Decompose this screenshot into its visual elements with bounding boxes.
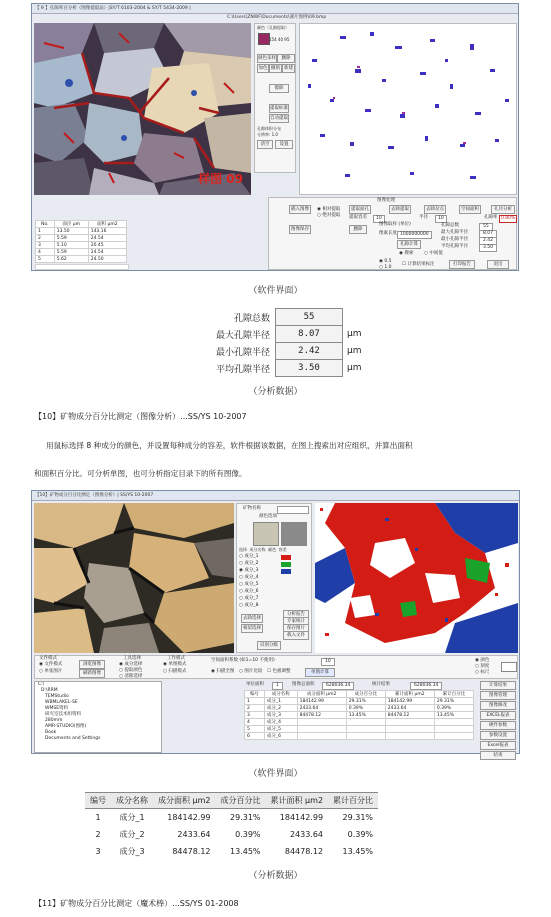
table-row[interactable] — [36, 228, 127, 235]
cell — [346, 726, 385, 733]
table-row[interactable] — [36, 249, 127, 256]
stat-min-value: 2.42 — [479, 237, 497, 245]
cell: 成分_2 — [119, 830, 145, 839]
section10-paragraph-1: 用鼠标选择 8 种成分的颜色，并设置每种成分的容差，软件根据该数据，在图上搜索出对应组织，并算出面积 — [46, 441, 413, 450]
tree-item[interactable]: Book — [45, 730, 57, 735]
component-row[interactable]: ○ 成分_5 — [239, 582, 259, 587]
caption-software-2: （软件界面） — [248, 769, 303, 779]
stat-unit: μm — [347, 363, 362, 373]
grid-empty-area — [35, 264, 129, 270]
option-label: 提取颜色 — [124, 668, 143, 673]
porosity-label: 孔隙率 — [484, 215, 498, 220]
grid-header: 成分名称 — [264, 691, 297, 698]
cell: 0.39% — [347, 830, 374, 839]
cell: 0.39% — [235, 830, 261, 839]
tree-item[interactable]: D:\RRM — [41, 688, 58, 693]
work-mode-scan[interactable]: ○ 扫描模式 — [163, 669, 187, 674]
total-area-label: 图像总面积 — [292, 682, 315, 687]
sampling-label: 图像取样 (单位) — [379, 222, 411, 227]
comp-header-select: 选择 — [239, 547, 247, 552]
tool-option-2[interactable]: ○ 提取颜色 — [119, 668, 143, 673]
pixel-length-label: 像素长度 — [379, 231, 397, 236]
radius-label: 半径 — [419, 215, 428, 220]
cell: 5.10 — [54, 242, 88, 249]
table-row — [85, 809, 378, 827]
component-name: 成分_4 — [244, 575, 259, 580]
option-label: 刻度 — [480, 664, 490, 669]
component-row[interactable]: ○ 成分_7 — [239, 596, 259, 601]
extract-tolerance-label: 提取容差 — [349, 215, 367, 220]
tree-item[interactable]: C:\ — [38, 682, 45, 687]
color-swatch-preview — [253, 522, 279, 546]
clear-button[interactable]: 清空 — [257, 140, 273, 149]
component-row[interactable]: ◉ 成分_3 — [239, 568, 311, 575]
analysis-report-button[interactable]: 分析报告 — [283, 610, 309, 619]
image-stamp: 样图 09 — [198, 172, 243, 186]
cell: 184142.99 — [279, 813, 324, 822]
cell: 5.59 — [54, 249, 88, 256]
relative-extract-option[interactable]: ◉ 相对提取 — [317, 207, 341, 212]
table-row[interactable] — [245, 705, 474, 712]
mineral-photo — [34, 503, 234, 653]
section10-paragraph-2: 和面积百分比。可分析单图，也可分析指定目录下的所有图像。 — [34, 469, 247, 478]
cell: 成分_4 — [264, 719, 297, 726]
param-setting-button[interactable]: 参数设置 — [480, 731, 516, 740]
classified-map-svg — [315, 503, 518, 653]
pore-calc-button[interactable]: 孔隙计算 — [397, 240, 421, 249]
option-label: 标尺 — [480, 670, 490, 675]
pore-results-grid — [35, 220, 127, 263]
single-image-option[interactable]: ○ 单张图片 — [39, 669, 63, 674]
tool-select-title: 工具选择 — [123, 656, 141, 661]
pore-stats-table — [212, 308, 366, 377]
cell — [434, 719, 473, 726]
comp-header-color: 颜色 — [268, 547, 277, 552]
porosity-value: 0.80% — [501, 216, 516, 221]
option-label: 文件模式 — [44, 662, 63, 667]
cell: 2 — [245, 705, 265, 712]
settings-button[interactable]: 设置 — [275, 140, 293, 149]
image-edit-button[interactable]: 图像修改 — [480, 701, 516, 710]
color-swatch-preview-2 — [281, 522, 307, 546]
stat-result-label: 统计结果 — [372, 682, 390, 687]
table-row[interactable] — [245, 733, 474, 740]
excel-export-button[interactable]: Excel报表 — [480, 741, 516, 750]
option-label: 中间值 — [429, 251, 443, 256]
table-row[interactable] — [245, 719, 474, 726]
cell — [434, 726, 473, 733]
option-label: 计算结果标注 — [407, 262, 435, 267]
component-results-grid — [244, 690, 474, 740]
opt-05[interactable]: ◉ 0.5 — [379, 259, 392, 264]
cell: 2 — [36, 235, 55, 242]
insert-image-button[interactable]: 插入图像 — [291, 207, 309, 212]
space-coeff-label: 空间面积系数 (如1=10 不使用) — [211, 658, 275, 663]
component-name: 成分_7 — [244, 596, 259, 601]
radio-palette[interactable]: ☐ 色板调整 — [267, 669, 291, 674]
tree-item[interactable]: Documents and Settings — [45, 736, 101, 741]
load-file-button[interactable]: 载入文件 — [283, 631, 309, 640]
option-label: 0.5 — [384, 259, 392, 264]
cell — [385, 719, 434, 726]
cell: 13.45% — [346, 712, 385, 719]
cell: 29.31% — [342, 813, 374, 822]
refresh-image-button[interactable]: 刷新图像 — [79, 669, 105, 678]
cell: 0.39% — [346, 705, 385, 712]
tree-item[interactable]: 280mm — [45, 718, 63, 723]
table-row — [85, 843, 378, 860]
radio-scan-full[interactable]: ◉ 扫描全图 — [211, 669, 235, 674]
file-path: C:\Users\ZNWF\Documents\薄片图例\09.bmp — [227, 15, 327, 20]
cell: 13.45% — [434, 712, 473, 719]
single-calc-button[interactable]: 单图计算 — [305, 668, 335, 677]
option-label: 清除选择 — [124, 674, 143, 679]
stat-value: 8.07 — [276, 326, 343, 343]
option-label: 色板调整 — [272, 669, 291, 674]
mode-median-option[interactable]: ○ 中间值 — [424, 251, 443, 256]
cell: 184142.99 — [167, 813, 211, 822]
stat-unit: μm — [347, 346, 362, 356]
option-label: 1.0 — [384, 265, 392, 270]
option-label: 扫描全图 — [216, 669, 235, 674]
cell: 84478.12 — [172, 847, 211, 856]
component-panel — [236, 503, 312, 653]
color-value: 154 40 95 — [269, 37, 290, 42]
pore-map-svg — [300, 24, 516, 194]
cell: 2433.64 — [297, 705, 346, 712]
option-label: 颜色 — [480, 658, 490, 663]
comp-header-name: 成分名称 — [249, 547, 266, 552]
component-list — [239, 554, 311, 610]
cell: 1 — [36, 228, 55, 235]
option-label: 扫描模式 — [168, 669, 187, 674]
cell: 29.31% — [434, 698, 473, 705]
stat-min-label: 最小孔隙半径 — [441, 237, 468, 242]
option-label: 单图模式 — [168, 662, 187, 667]
erase-button[interactable]: 擦除 — [269, 84, 289, 93]
resolution-label: 分辨率: 1.0 — [257, 132, 278, 137]
file-mode-option[interactable]: ◉ 文件模式 — [39, 662, 63, 667]
col-header: 累计面积 μm2 — [266, 793, 329, 809]
cell: 1 — [95, 813, 101, 822]
cell: 20.45 — [88, 242, 126, 249]
option-label: 成分选择 — [124, 662, 143, 667]
add-color-button[interactable]: 加色 — [258, 66, 268, 71]
panel-title: 图像处理 — [377, 198, 395, 203]
extract-tolerance-value[interactable]: 10 — [373, 215, 385, 223]
table-row[interactable] — [36, 256, 127, 263]
cell: 84478.12 — [385, 712, 434, 719]
caption-analysis-1: （分析数据） — [248, 387, 303, 397]
option-label: 搜索 — [404, 251, 414, 256]
cell: 13.50 — [54, 228, 88, 235]
table-row — [85, 826, 378, 843]
image-processing-panel — [268, 197, 517, 270]
stat-label: 孔隙总数 — [234, 313, 271, 324]
tool-option-1[interactable]: ◉ 成分选择 — [119, 662, 143, 667]
stat-result-value: 628036.34 — [410, 682, 442, 690]
cell — [297, 726, 346, 733]
remove-noise-button[interactable]: 去除杂点 — [426, 207, 444, 212]
porosity-software-window — [31, 3, 519, 271]
cell: 3 — [245, 712, 265, 719]
cell: 6 — [245, 733, 265, 740]
cell: 4 — [36, 249, 55, 256]
component-row[interactable]: ○ 成分_6 — [239, 589, 259, 594]
col-header: 成分名称 — [111, 793, 153, 809]
component-name: 成分_8 — [244, 603, 259, 608]
image-manage-button[interactable]: 图像管理 — [480, 691, 516, 700]
cell: 24.50 — [88, 256, 126, 263]
table-row[interactable] — [245, 726, 474, 733]
undo-button[interactable]: 撤销 — [271, 66, 280, 71]
cell — [346, 719, 385, 726]
stat-value: 55 — [276, 309, 343, 326]
cell: 29.31% — [230, 813, 261, 822]
stat-unit — [343, 309, 366, 326]
unit-area-value: 1 — [272, 682, 283, 690]
mode-search-option[interactable]: ◉ 搜索 — [399, 251, 414, 256]
delete-button[interactable]: 删除 — [349, 225, 367, 234]
component-color — [281, 569, 291, 574]
right-opt-2[interactable]: ○ 刻度 — [475, 664, 490, 669]
cell: 5.59 — [54, 235, 88, 242]
mineral-name-label: 矿物名称 — [243, 506, 261, 511]
stat-max-label: 最大孔隙半径 — [441, 230, 468, 235]
pore-distribution-label: 孔隙体积分布 — [257, 126, 281, 131]
table-row — [212, 326, 366, 343]
radio-compare[interactable]: ○ 图片比较 — [239, 669, 263, 674]
option-label: 图片比较 — [244, 669, 263, 674]
cell: 成分_3 — [264, 712, 297, 719]
annotate-result-checkbox[interactable]: ☐ 计算结果标注 — [402, 262, 435, 267]
cell: 成分_1 — [264, 698, 297, 705]
space-coeff-value[interactable]: 10 — [321, 658, 335, 666]
file-mode-title: 文件模式 — [39, 656, 57, 661]
component-color — [281, 555, 291, 560]
section10-title: 【10】矿物成分百分比测定（图像分析）...SS/YS 10-2007 — [34, 412, 247, 421]
stat-avg-value: 3.50 — [479, 244, 497, 252]
tree-item[interactable]: 研究室技术组资料 — [45, 712, 81, 717]
table-row[interactable] — [36, 235, 127, 242]
col-header: 成分百分比 — [216, 793, 266, 809]
delete-color-button[interactable]: 删除 — [277, 54, 295, 63]
cell: 13.45% — [342, 847, 374, 856]
lower-controls — [34, 655, 518, 679]
option-label: 单张图片 — [44, 669, 63, 674]
cell: 2 — [95, 830, 101, 839]
directory-tree — [34, 681, 162, 753]
pixel-length-value[interactable]: 1000000000 — [397, 231, 432, 239]
cell: 3 — [95, 847, 101, 856]
right-button-column — [480, 681, 516, 761]
radius-value[interactable]: 10 — [435, 215, 447, 223]
absolute-extract-option[interactable]: ○ 绝对提取 — [317, 213, 341, 218]
cell: 24.54 — [88, 249, 126, 256]
grid-header: 面积 μm2 — [88, 221, 126, 228]
cell: 5.62 — [54, 256, 88, 263]
component-row[interactable]: ○ 成分_4 — [239, 575, 259, 580]
color-group-label: 颜色（孔隙提取） — [257, 25, 289, 30]
tool-option-3[interactable]: ○ 清除选择 — [119, 674, 143, 679]
stat-max-value: 8.07 — [479, 230, 497, 238]
cell: 184142.99 — [297, 698, 346, 705]
color-sample-button[interactable]: 颜色采样 — [258, 56, 276, 61]
cell: 成分_1 — [119, 813, 145, 822]
grading-button[interactable]: 识别分级 — [257, 641, 281, 650]
cell: 143.16 — [88, 228, 126, 235]
cell: 84478.12 — [284, 847, 324, 856]
stat-avg-label: 平均孔隙半径 — [441, 244, 468, 249]
cell: 5 — [36, 256, 55, 263]
cell — [385, 726, 434, 733]
color-options-label: 颜色选项 — [259, 514, 277, 519]
stat-value: 2.42 — [276, 343, 343, 360]
tree-item[interactable]: WMSE资料 — [45, 706, 69, 711]
component-row[interactable]: ○ 成分_8 — [239, 603, 259, 608]
section11-title: 【11】矿物成分百分比测定（魔术棒）...SS/YS 01-2008 — [34, 899, 239, 908]
cell: 24.54 — [88, 235, 126, 242]
pore-extraction-map — [299, 23, 517, 195]
finish-button[interactable]: 结束 — [480, 751, 516, 760]
extract-standard-button[interactable]: 提取标准 — [270, 106, 288, 111]
cell — [434, 733, 473, 740]
cell: 84478.12 — [297, 712, 346, 719]
side-tool-panel — [254, 23, 296, 173]
table-row — [212, 360, 366, 377]
mineral-photo-svg — [34, 503, 234, 653]
col-header: 累计百分比 — [328, 793, 378, 809]
col-header: 成分面积 μm2 — [153, 793, 216, 809]
option-label: 相对提取 — [322, 207, 341, 212]
window-title: 【 9 】孔隙率百分析（图像提取法）|SY/T 6103-2004 & SY/T 5434-2009 | — [32, 4, 518, 14]
component-name: 成分_5 — [244, 582, 259, 587]
stat-total-label: 孔隙总数 — [441, 223, 459, 228]
table-row[interactable] — [245, 712, 474, 719]
option-label: 绝对提取 — [322, 213, 341, 218]
hardware-param-button[interactable]: 硬件参数 — [480, 721, 516, 730]
exit-button[interactable]: 退出 — [487, 260, 509, 269]
grid-header: 面径 μm — [54, 221, 88, 228]
similar-selection-button[interactable]: 相似选择 — [243, 626, 261, 631]
component-row[interactable]: ○ 成分_2 — [239, 561, 311, 568]
window-title: 【10】矿物成分百分比测定（图像分析）| SS/YS 10-2007 — [32, 491, 519, 501]
cell: 184142.99 — [385, 698, 434, 705]
table-row — [212, 309, 366, 326]
comp-header — [239, 547, 287, 553]
right-opt-1[interactable]: ◉ 颜色 — [475, 658, 490, 663]
table-row — [212, 343, 366, 360]
component-name: 成分_2 — [244, 561, 259, 566]
cell: 5 — [245, 726, 265, 733]
space-area-button[interactable]: 空间面积 — [461, 207, 479, 212]
grid-header: 成分面积 μm2 — [297, 691, 346, 698]
table-row[interactable] — [36, 242, 127, 249]
opt-10[interactable]: ○ 1.0 — [379, 265, 392, 270]
table-row[interactable] — [245, 698, 474, 705]
component-name: 成分_1 — [244, 554, 259, 559]
cell: 2433.64 — [385, 705, 434, 712]
calc-result-button[interactable]: 计算结果 — [480, 681, 516, 690]
grid-header: 累计面积 μm2 — [385, 691, 434, 698]
pore-analysis-button[interactable]: 孔径分析 — [491, 205, 515, 214]
stat-label: 最大孔隙半径 — [216, 330, 271, 341]
print-report-button[interactable]: 打印报告 — [449, 260, 475, 269]
comp-header-tol: 容差 — [278, 547, 287, 552]
component-name: 成分_6 — [244, 589, 259, 594]
cell — [297, 719, 346, 726]
cell — [346, 733, 385, 740]
component-color — [281, 562, 291, 567]
total-area-value: 628036.34 — [322, 682, 354, 690]
component-name: 成分_3 — [244, 568, 259, 573]
extract-pore-button[interactable]: 提取面孔 — [351, 207, 369, 212]
remove-selection-button[interactable]: 去除选择 — [243, 616, 261, 621]
component-results-table — [85, 792, 378, 860]
tree-item[interactable]: AMR-STUDIO(图像) — [45, 724, 87, 729]
cell: 0.39% — [434, 705, 473, 712]
cell: 2433.64 — [177, 830, 211, 839]
cell: 1 — [245, 698, 265, 705]
classified-map — [315, 503, 518, 653]
image-save-button[interactable]: 图像保存 — [291, 227, 309, 232]
grid-header: 成分百分比 — [346, 691, 385, 698]
expert-stats-button[interactable]: 专家统计 — [283, 617, 309, 626]
tree-item[interactable]: TEMStudio — [45, 694, 69, 699]
component-row[interactable]: ○ 成分_1 — [239, 554, 311, 561]
auto-extract-button[interactable]: 自动提取 — [270, 116, 288, 121]
tree-item[interactable]: WBMLAKEL-SE — [45, 700, 78, 705]
cell — [385, 733, 434, 740]
cell: 成分_5 — [264, 726, 297, 733]
grid-header: 累计百分比 — [434, 691, 473, 698]
right-opt-3[interactable]: ○ 标尺 — [475, 670, 490, 675]
excel-report-button[interactable]: EXCEL报表 — [480, 711, 516, 720]
cell: 成分_2 — [264, 705, 297, 712]
cell: 成分_6 — [264, 733, 297, 740]
stat-label: 平均孔隙半径 — [216, 364, 271, 375]
cell: 29.31% — [346, 698, 385, 705]
cell — [297, 733, 346, 740]
work-mode-single[interactable]: ◉ 单图模式 — [163, 662, 187, 667]
mineral-name-input[interactable] — [277, 506, 309, 514]
stat-value: 3.50 — [276, 360, 343, 377]
col-header: 编号 — [85, 793, 111, 809]
cell: 13.45% — [230, 847, 261, 856]
grid-header: No. — [36, 221, 55, 228]
cell: 3 — [36, 242, 55, 249]
browse-image-button[interactable]: 浏览图像 — [79, 660, 105, 669]
caption-analysis-2: （分析数据） — [248, 871, 303, 881]
mineral-analysis-window — [31, 490, 520, 758]
cell: 成分_3 — [119, 847, 145, 856]
new-button[interactable]: 新建 — [284, 66, 293, 71]
remove-extract-button[interactable]: 去除提取 — [391, 207, 409, 212]
stat-unit: μm — [347, 329, 362, 339]
grid-header: 编号 — [245, 691, 265, 698]
stat-label: 最小孔隙半径 — [216, 347, 271, 358]
cell: 4 — [245, 719, 265, 726]
cell: 2433.64 — [289, 830, 324, 839]
save-image-button[interactable]: 保存图片 — [283, 624, 309, 633]
thin-section-image — [34, 23, 251, 195]
stat-total-value: 55 — [479, 223, 493, 231]
unit-area-label: 单位面积 — [246, 682, 264, 687]
work-mode-title: 工作模式 — [167, 656, 185, 661]
bg-color-box[interactable] — [501, 662, 517, 672]
caption-software-1: （软件界面） — [248, 286, 303, 296]
